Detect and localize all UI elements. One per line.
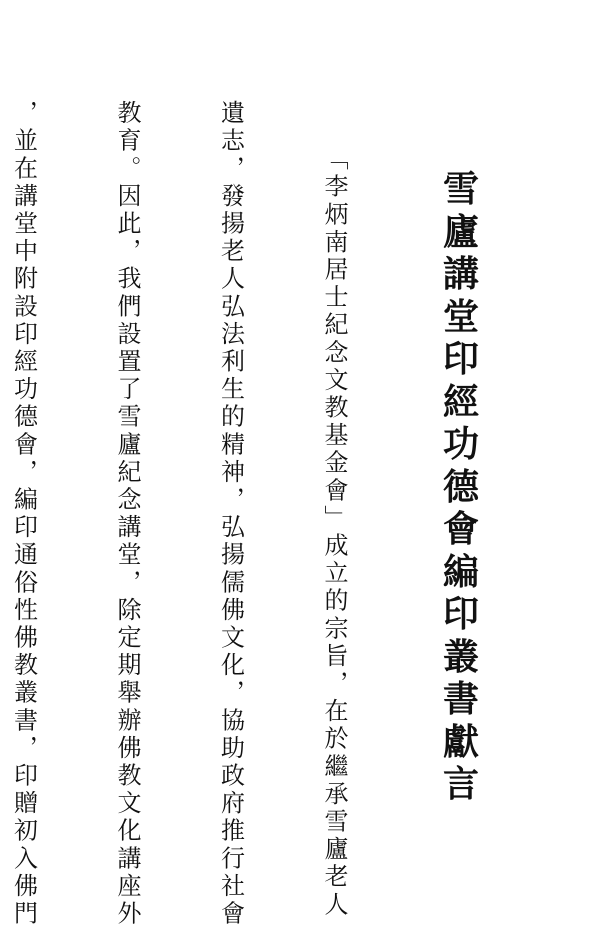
text-column-1: 「李炳南居士紀念文教基金會」成立的宗旨，在於繼承雪廬老人 — [320, 146, 348, 919]
body-text — [0, 100, 420, 928]
text-column-4: ，並在講堂中附設印經功德會，編印通俗性佛教叢書，印贈初入佛門 — [9, 100, 38, 928]
text-column-2: 遺志，發揚老人弘法利生的精神，弘揚儒佛文化，協助政府推行社會 — [216, 100, 245, 928]
page-title: 雪廬講堂印經功德會編印叢書獻言 — [442, 168, 479, 805]
text-column-3: 教育。因此，我們設置了雪廬紀念講堂，除定期舉辦佛教文化講座外 — [113, 100, 141, 928]
